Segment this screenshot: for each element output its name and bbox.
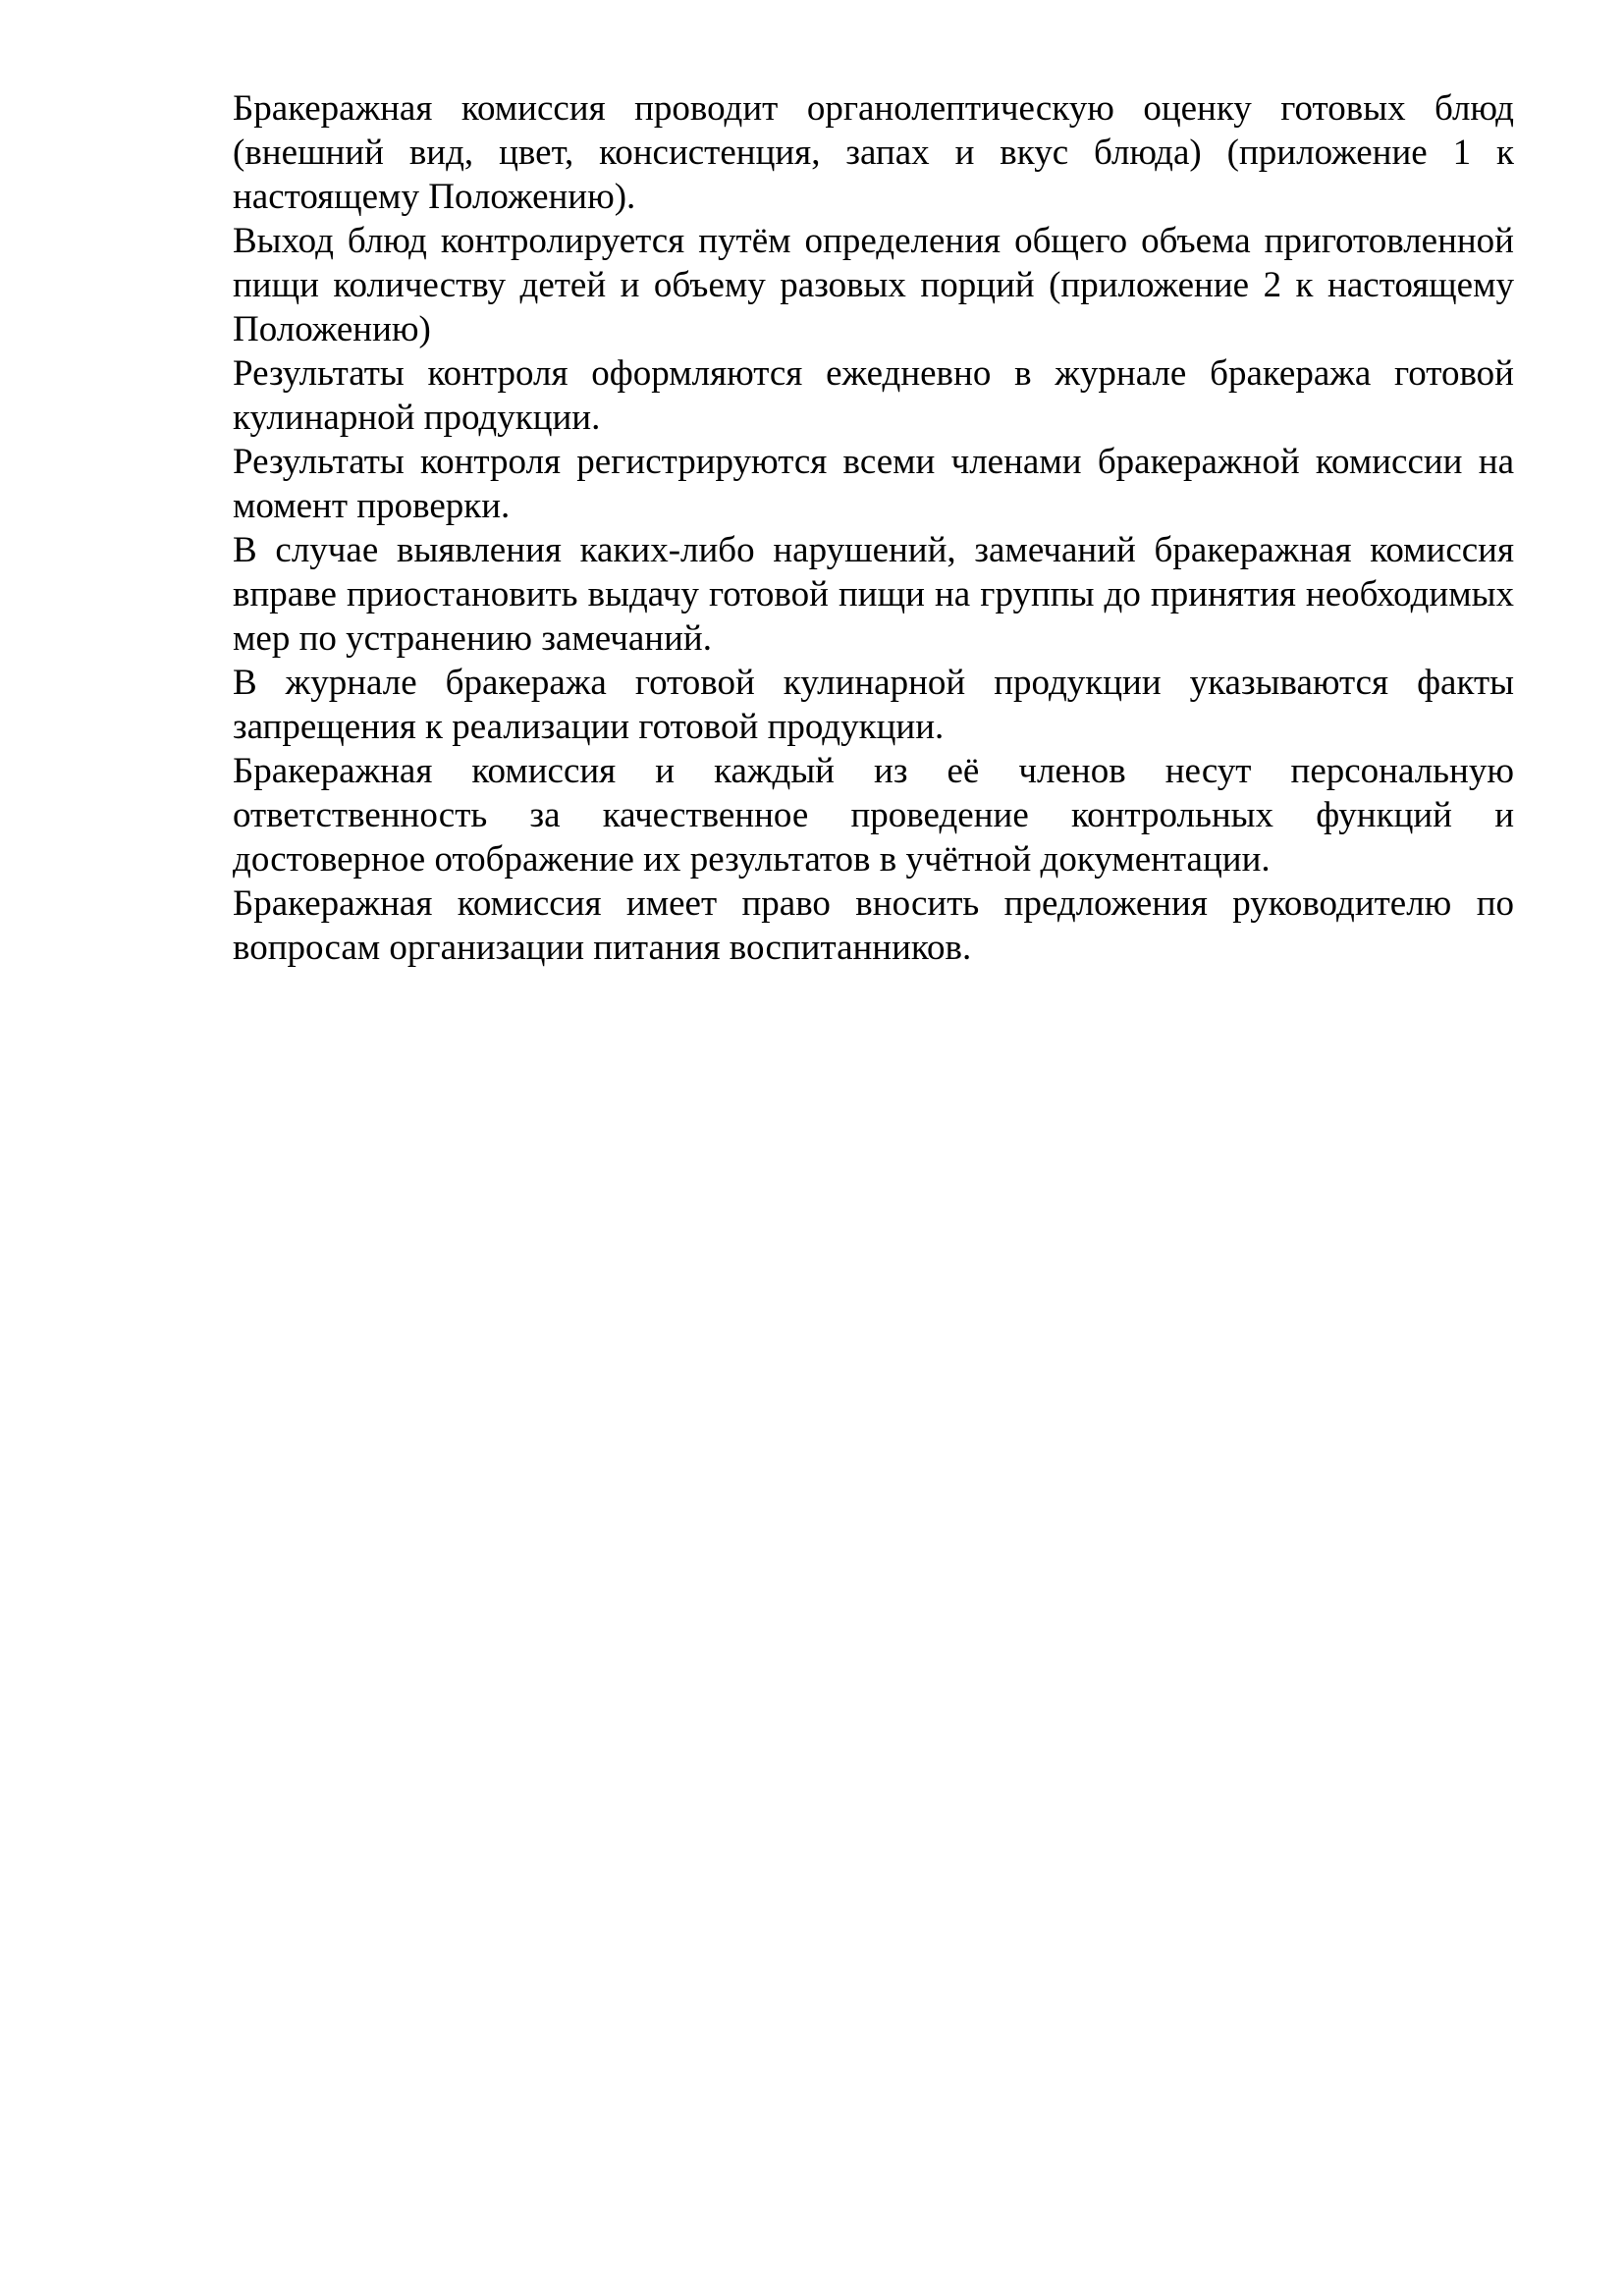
paragraph-right-to-propose: Бракеражная комиссия имеет право вносить предложения руководителю по вопросам организации питания воспитанников. <box>233 883 1514 968</box>
paragraph-violations-suspend-distribution: В случае выявления каких-либо нарушений, замечаний бракеражная комиссия вправе приостановить выдачу готовой пищи на группы до принятия необходимых мер по устранению замечаний. <box>233 530 1514 659</box>
paragraph-dish-output-control: Выход блюд контролируется путём определения общего объема приготовленной пищи количеству детей и объему разовых порций (приложение 2 к настоящему Положению) <box>233 221 1514 349</box>
paragraph-organoleptic-assessment: Бракеражная комиссия проводит органолептическую оценку готовых блюд (внешний вид, цвет, консистенция, запах и вкус блюда) (приложение 1 к настоящему Положению). <box>233 88 1514 217</box>
paragraph-prohibition-facts-recorded: В журнале бракеража готовой кулинарной продукции указываются факты запрещения к реализации готовой продукции. <box>233 663 1514 747</box>
paragraph-personal-responsibility: Бракеражная комиссия и каждый из её членов несут персональную ответственность за качественное проведение контрольных функций и достоверное отображение их результатов в учётной документации. <box>233 751 1514 880</box>
paragraph-results-registered-by-members: Результаты контроля регистрируются всеми членами бракеражной комиссии на момент проверки. <box>233 442 1514 526</box>
document-body <box>233 86 1514 970</box>
paragraph-results-logged-daily: Результаты контроля оформляются ежедневно в журнале бракеража готовой кулинарной продукции. <box>233 353 1514 438</box>
